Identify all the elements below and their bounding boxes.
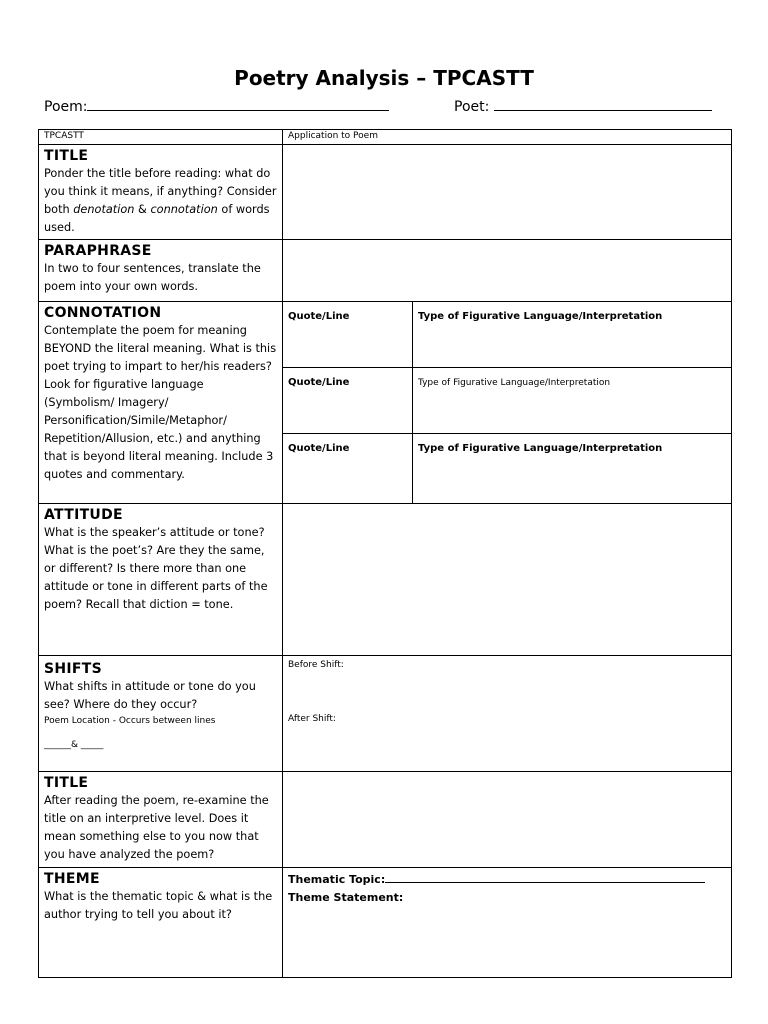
paraphrase-prompt [39,240,283,302]
shifts-answer[interactable] [283,656,732,772]
quote-line-cell[interactable] [283,434,413,504]
shifts-blanks[interactable]: ______& _____ [44,740,104,750]
quote-line-label: Quote/Line [288,443,350,454]
thematic-topic-label: Thematic Topic: [288,873,386,886]
theme-row [39,868,732,978]
paraphrase-answer[interactable] [283,240,732,302]
title-revisit-row [39,772,732,868]
figurative-label: Type of Figurative Language/Interpretation [418,378,611,388]
figurative-label: Type of Figurative Language/Interpretation [418,311,663,322]
poem-field[interactable] [44,96,389,115]
figurative-cell[interactable] [413,368,732,434]
col2-header: Application to Poem [283,130,732,145]
theme-answer[interactable] [283,868,732,978]
title-revisit-answer[interactable] [283,772,732,868]
before-shift-label: Before Shift: [288,660,344,670]
poet-field[interactable] [454,96,712,115]
attitude-heading: ATTITUDE [44,507,123,523]
title-revisit-prompt [39,772,283,868]
poet-blank[interactable] [494,96,712,111]
poem-label: Poem: [44,99,88,115]
attitude-answer[interactable] [283,504,732,656]
title-revisit-description: After reading the poem, re-examine the title on an interpretive level. Does it mean something else to you now that you have analyzed the poem? [44,794,269,861]
page-title: Poetry Analysis – TPCASTT [234,66,534,90]
quote-line-cell[interactable] [283,302,413,368]
shifts-description: What shifts in attitude or tone do you see? Where do they occur? [44,680,256,711]
shifts-location: Poem Location - Occurs between lines [44,716,216,726]
paraphrase-description: In two to four sentences, translate the poem into your own words. [44,262,261,293]
connotation-prompt [39,302,283,504]
title-prompt [39,145,283,240]
title-revisit-heading: TITLE [44,775,89,791]
attitude-description: What is the speaker’s attitude or tone? What is the poet’s? Are they the same, or different? Is there more than one attitude or tone in different parts of the poem? Recall that diction = tone. [44,526,268,611]
tpcastt-table [38,129,732,978]
shifts-heading: SHIFTS [44,661,103,677]
poet-label: Poet: [454,99,490,115]
theme-statement-label: Theme Statement: [288,891,404,904]
title-row [39,145,732,240]
title-answer[interactable] [283,145,732,240]
theme-prompt [39,868,283,978]
col1-header: TPCASTT [39,130,283,145]
quote-line-label: Quote/Line [288,377,350,388]
paraphrase-row [39,240,732,302]
shifts-row [39,656,732,772]
after-shift-label: After Shift: [288,714,336,724]
thematic-topic-field[interactable] [288,870,726,889]
theme-heading: THEME [44,871,100,887]
connotation-description: Contemplate the poem for meaning BEYOND the literal meaning. What is this poet trying to impart to her/his readers? Look for figurative language (Symbolism/ Imagery/ Personification/Simile/Metaphor/ Repetition/Allusion, etc.) and anything that is beyond literal meaning. Include 3 quotes and commentary. [44,324,277,481]
table-header-row [39,130,732,145]
quote-line-label: Quote/Line [288,311,350,322]
figurative-cell[interactable] [413,302,732,368]
figurative-cell[interactable] [413,434,732,504]
theme-description: What is the thematic topic & what is the author trying to tell you about it? [44,890,273,921]
connotation-row-1 [39,302,732,368]
title-heading: TITLE [44,148,89,164]
thematic-topic-blank[interactable] [385,870,705,883]
attitude-prompt [39,504,283,656]
poem-blank[interactable] [87,96,389,111]
quote-line-cell[interactable] [283,368,413,434]
paraphrase-heading: PARAPHRASE [44,243,152,259]
connotation-heading: CONNOTATION [44,305,162,321]
figurative-label: Type of Figurative Language/Interpretation [418,443,663,454]
attitude-row [39,504,732,656]
title-description: Ponder the title before reading: what do you think it means, if anything? Consider both denotation & connotation of words used. [44,167,277,234]
shifts-prompt [39,656,283,772]
